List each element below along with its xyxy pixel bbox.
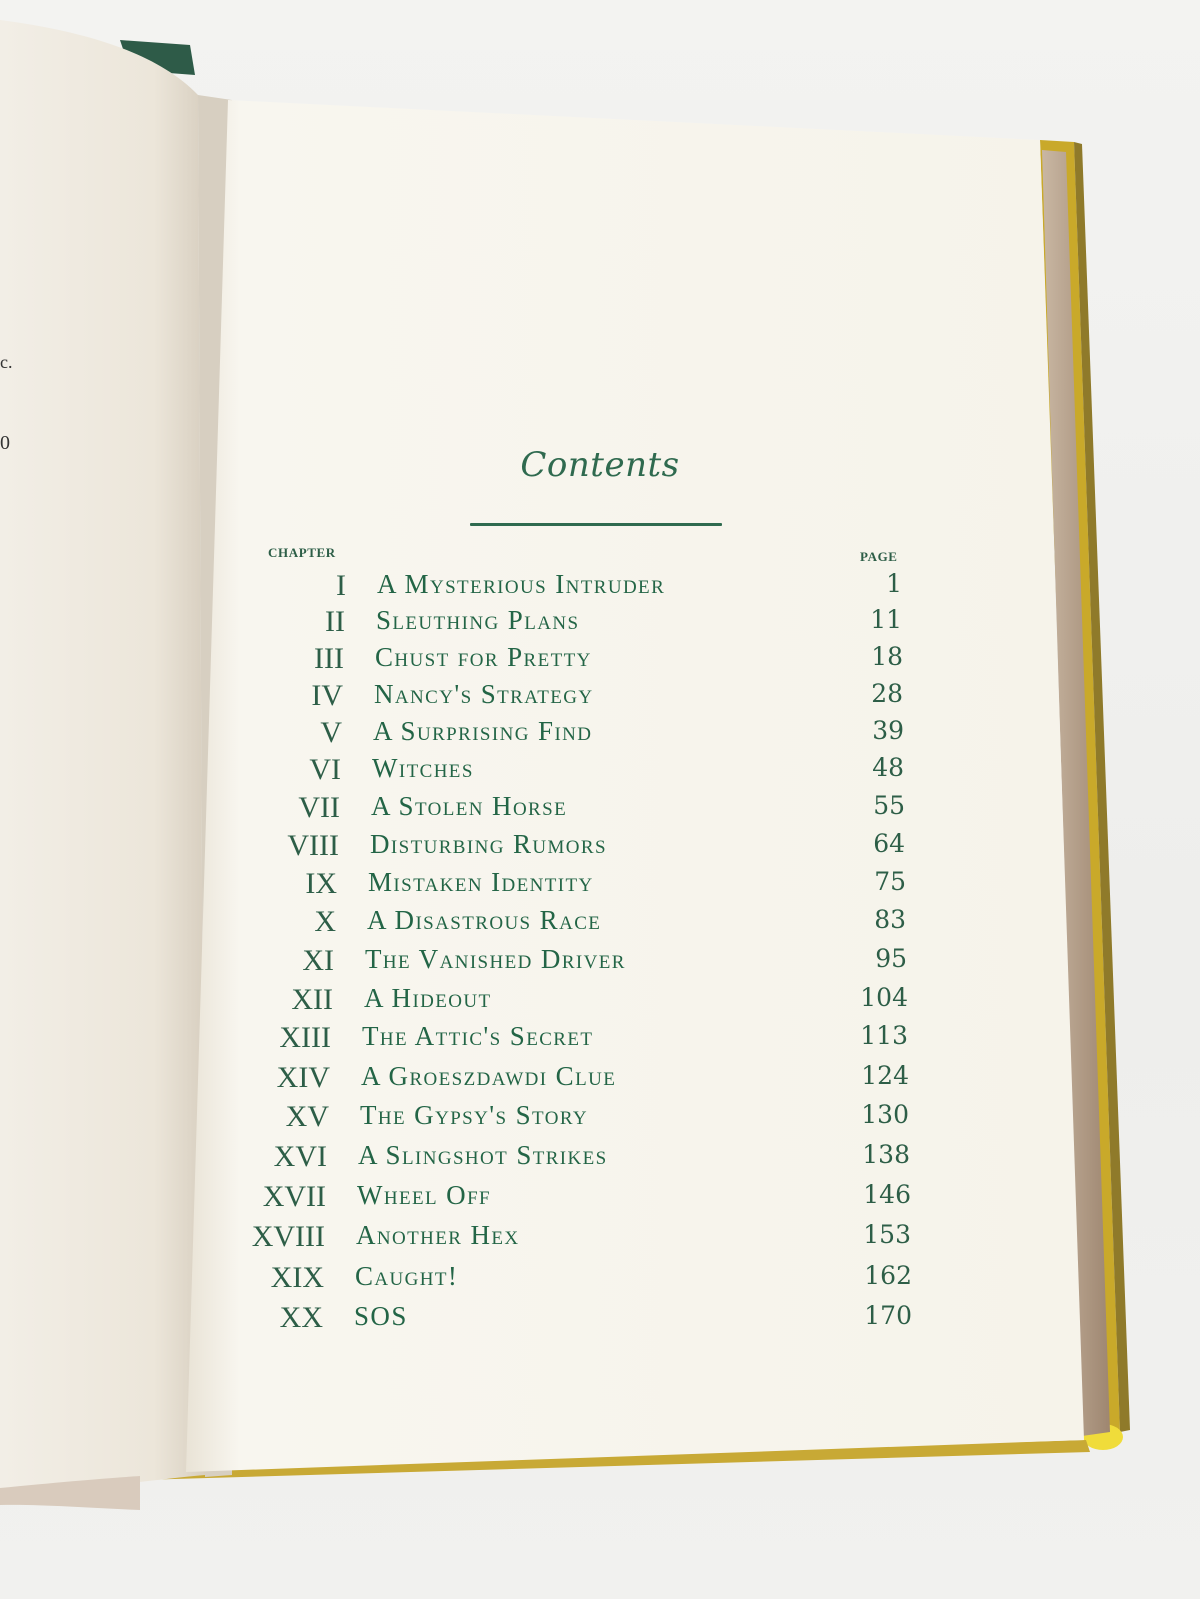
chapter-title: Another Hex	[356, 1220, 520, 1250]
chapter-page: 95	[875, 944, 907, 973]
title-rule	[470, 523, 722, 526]
page-column-label: PAGE	[860, 549, 898, 564]
toc-entry	[0, 642, 1200, 682]
chapter-page: 75	[874, 867, 906, 896]
chapter-number: XII	[291, 983, 333, 1016]
chapter-number: XVI	[273, 1140, 327, 1173]
chapter-number: IV	[311, 679, 343, 712]
contents-title: Contents	[520, 445, 680, 485]
toc-entry	[0, 569, 1200, 609]
chapter-number: VI	[309, 753, 341, 786]
toc-entry	[0, 1261, 1200, 1301]
chapter-title: Sleuthing Plans	[376, 605, 580, 635]
chapter-page: 48	[872, 753, 904, 782]
chapter-title: A Disastrous Race	[367, 905, 602, 935]
chapter-title: A Surprising Find	[373, 716, 593, 746]
chapter-title: Chust for Pretty	[375, 642, 592, 672]
chapter-title: SOS	[354, 1301, 408, 1331]
chapter-number: XV	[285, 1100, 329, 1133]
chapter-page: 124	[861, 1061, 909, 1090]
chapter-title: Disturbing Rumors	[370, 829, 607, 859]
chapter-page: 170	[864, 1301, 912, 1330]
toc-entry	[0, 1021, 1200, 1061]
chapter-number: VII	[298, 791, 340, 824]
toc-entry	[0, 1140, 1200, 1180]
chapter-page: 64	[873, 829, 905, 858]
toc-entry	[0, 1301, 1200, 1341]
chapter-number: VIII	[287, 829, 339, 862]
chapter-title: A Hideout	[364, 983, 492, 1013]
chapter-title: Mistaken Identity	[368, 867, 594, 897]
toc-entry	[0, 944, 1200, 984]
chapter-number: IX	[305, 867, 337, 900]
toc-entry	[0, 605, 1200, 645]
left-page-edge-text: c.	[0, 352, 13, 372]
toc-entry	[0, 983, 1200, 1023]
toc-entry	[0, 829, 1200, 869]
chapter-page: 104	[860, 983, 908, 1012]
chapter-title: Caught!	[355, 1261, 459, 1291]
chapter-page: 153	[863, 1220, 911, 1249]
chapter-page: 146	[863, 1180, 911, 1209]
chapter-title: Nancy's Strategy	[374, 679, 594, 709]
chapter-number: X	[314, 905, 336, 938]
chapter-number: XVII	[262, 1180, 326, 1213]
toc-entry	[0, 716, 1200, 756]
toc-entry	[0, 1100, 1200, 1140]
chapter-number: XVIII	[251, 1220, 325, 1253]
chapter-title: A Groeszdawdi Clue	[361, 1061, 617, 1091]
toc-entry	[0, 791, 1200, 831]
chapter-number: I	[336, 569, 346, 602]
chapter-page: 11	[870, 605, 902, 634]
chapter-title: A Slingshot Strikes	[358, 1140, 608, 1170]
left-page-edge-text: 0	[0, 432, 10, 454]
chapter-page: 55	[873, 791, 905, 820]
toc-entry	[0, 905, 1200, 945]
chapter-number: XI	[302, 944, 334, 977]
chapter-number: XX	[279, 1301, 323, 1334]
chapter-number: XIV	[276, 1061, 330, 1094]
chapter-number: III	[314, 642, 344, 675]
chapter-title: A Mysterious Intruder	[377, 569, 666, 599]
chapter-page: 130	[861, 1100, 909, 1129]
chapter-title: Wheel Off	[357, 1180, 492, 1210]
chapter-number: XIX	[270, 1261, 324, 1294]
chapter-page: 113	[860, 1021, 908, 1050]
chapter-title: The Vanished Driver	[365, 944, 626, 974]
chapter-page: 18	[871, 642, 903, 671]
chapter-title: The Attic's Secret	[362, 1021, 594, 1051]
chapter-number: II	[325, 605, 345, 638]
chapter-title: Witches	[372, 753, 474, 783]
chapter-number: XIII	[279, 1021, 331, 1054]
chapter-number: V	[320, 716, 342, 749]
chapter-page: 1	[886, 569, 902, 598]
toc-entry	[0, 1180, 1200, 1220]
chapter-page: 83	[874, 905, 906, 934]
chapter-column-label: CHAPTER	[268, 545, 336, 560]
toc-entry	[0, 1061, 1200, 1101]
chapter-page: 138	[862, 1140, 910, 1169]
toc-entry	[0, 1220, 1200, 1260]
chapter-page: 162	[864, 1261, 912, 1290]
chapter-title: A Stolen Horse	[371, 791, 568, 821]
chapter-page: 39	[872, 716, 904, 745]
chapter-page: 28	[871, 679, 903, 708]
toc-entry	[0, 753, 1200, 793]
toc-entry	[0, 679, 1200, 719]
toc-entry	[0, 867, 1200, 907]
chapter-title: The Gypsy's Story	[360, 1100, 588, 1130]
